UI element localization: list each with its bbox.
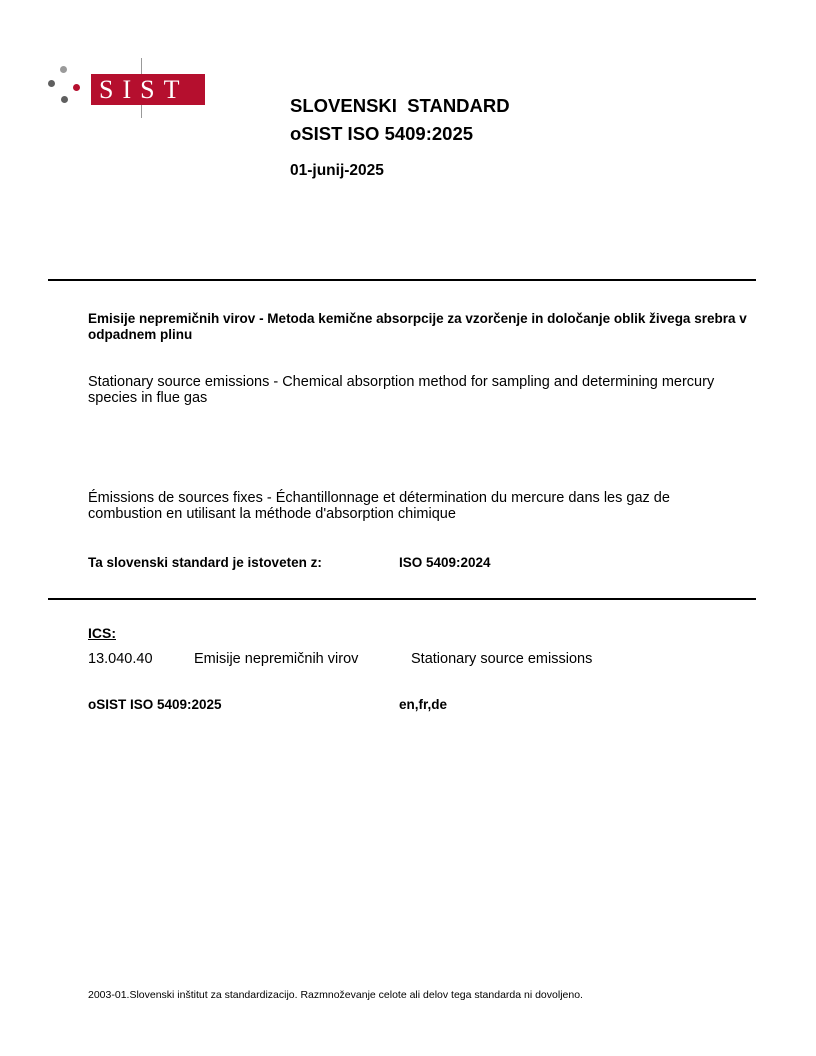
title-english: Stationary source emissions - Chemical absorption method for sampling and determining mercury species in flue gas: [88, 374, 715, 406]
standard-code-heading: oSIST ISO 5409:2025: [290, 123, 474, 144]
top-divider: [48, 279, 756, 281]
logo-dots-icon: [46, 66, 82, 108]
bottom-divider: [48, 598, 756, 600]
ics-code: 13.040.40: [88, 651, 153, 667]
publication-date: 01-junij-2025: [290, 162, 384, 179]
ics-description-english: Stationary source emissions: [411, 651, 593, 667]
logo-dot-icon: [73, 84, 80, 91]
standard-type-heading: SLOVENSKI STANDARD: [290, 95, 510, 116]
identity-label: Ta slovenski standard je istoveten z:: [88, 555, 322, 570]
logo-wordmark: SIST: [91, 74, 205, 105]
ics-description-slovenian: Emisije nepremičnih virov: [194, 651, 359, 667]
identity-value: ISO 5409:2024: [399, 555, 491, 570]
title-slovenian: Emisije nepremičnih virov - Metoda kemične absorpcije za vzorčenje in določanje oblik živega srebra v odpadnem plinu: [88, 311, 747, 342]
copyright-notice: 2003-01.Slovenski inštitut za standardizacijo. Razmnoževanje celote ali delov tega standarda ni dovoljeno.: [88, 989, 583, 1001]
document-code: oSIST ISO 5409:2025: [88, 697, 222, 712]
title-french: Émissions de sources fixes - Échantillonnage et détermination du mercure dans les gaz de combustion en utilisant la méthode d'absorption chimique: [88, 490, 670, 522]
logo-dot-icon: [60, 66, 67, 73]
ics-label: ICS:: [88, 625, 116, 641]
logo-dot-icon: [61, 96, 68, 103]
document-languages: en,fr,de: [399, 697, 448, 712]
logo-dot-icon: [48, 80, 55, 87]
